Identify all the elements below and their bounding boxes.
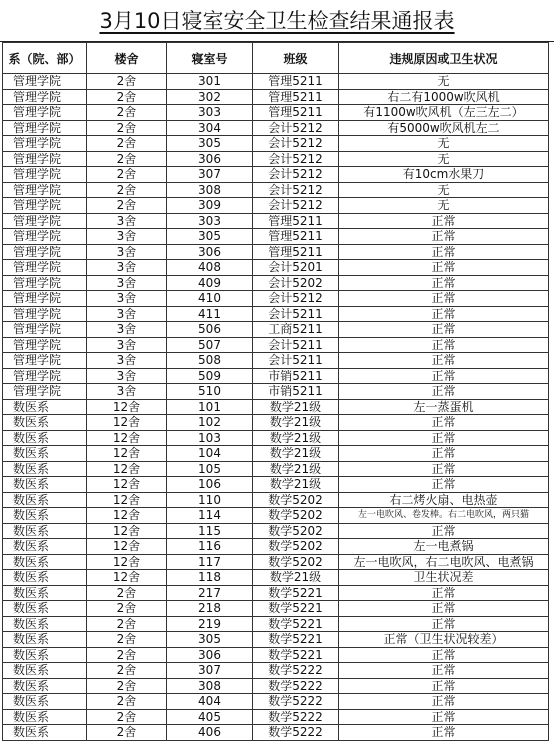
building-cell: 12舍 [87, 477, 167, 493]
building-cell: 2舍 [87, 647, 167, 663]
department-cell: 数医系 [3, 446, 87, 462]
building-cell: 12舍 [87, 554, 167, 570]
department-cell: 管理学院 [3, 151, 87, 167]
department-cell: 管理学院 [3, 306, 87, 322]
status-cell: 正常 [339, 725, 549, 741]
class-cell: 数学5202 [253, 492, 339, 508]
status-cell: 正常 [339, 229, 549, 245]
room-cell: 405 [167, 709, 253, 725]
room-cell: 304 [167, 120, 253, 136]
department-cell: 管理学院 [3, 89, 87, 105]
room-cell: 103 [167, 430, 253, 446]
room-cell: 306 [167, 151, 253, 167]
room-cell: 218 [167, 601, 253, 617]
department-cell: 管理学院 [3, 384, 87, 400]
status-cell: 无 [339, 151, 549, 167]
table-row [3, 663, 549, 679]
status-cell: 正常 [339, 616, 549, 632]
class-cell: 会计5211 [253, 337, 339, 353]
class-cell: 管理5211 [253, 213, 339, 229]
room-cell: 508 [167, 353, 253, 369]
status-cell: 正常 [339, 306, 549, 322]
table-row [3, 477, 549, 493]
class-cell: 管理5211 [253, 74, 339, 90]
table-row [3, 244, 549, 260]
department-cell: 数医系 [3, 477, 87, 493]
table-row [3, 570, 549, 586]
building-cell: 2舍 [87, 709, 167, 725]
class-cell: 数学21级 [253, 570, 339, 586]
department-cell: 数医系 [3, 430, 87, 446]
room-cell: 105 [167, 461, 253, 477]
table-row [3, 306, 549, 322]
department-cell: 数医系 [3, 585, 87, 601]
table-row [3, 492, 549, 508]
header-status: 违规原因或卫生状况 [339, 43, 549, 74]
table-row [3, 368, 549, 384]
table-row [3, 229, 549, 245]
department-cell: 管理学院 [3, 260, 87, 276]
building-cell: 12舍 [87, 508, 167, 524]
table-row [3, 632, 549, 648]
building-cell: 3舍 [87, 337, 167, 353]
room-cell: 102 [167, 415, 253, 431]
status-cell: 有10cm水果刀 [339, 167, 549, 183]
table-body [3, 74, 549, 741]
building-cell: 3舍 [87, 322, 167, 338]
room-cell: 307 [167, 663, 253, 679]
status-cell: 正常 [339, 275, 549, 291]
status-cell: 正常 [339, 647, 549, 663]
table-row [3, 337, 549, 353]
room-cell: 117 [167, 554, 253, 570]
department-cell: 管理学院 [3, 322, 87, 338]
room-cell: 510 [167, 384, 253, 400]
room-cell: 106 [167, 477, 253, 493]
department-cell: 管理学院 [3, 244, 87, 260]
status-cell: 无 [339, 136, 549, 152]
class-cell: 数学5221 [253, 601, 339, 617]
department-cell: 数医系 [3, 570, 87, 586]
class-cell: 数学5221 [253, 632, 339, 648]
room-cell: 509 [167, 368, 253, 384]
room-cell: 409 [167, 275, 253, 291]
class-cell: 数学5202 [253, 523, 339, 539]
building-cell: 2舍 [87, 585, 167, 601]
building-cell: 2舍 [87, 120, 167, 136]
table-row [3, 213, 549, 229]
room-cell: 302 [167, 89, 253, 105]
department-cell: 数医系 [3, 678, 87, 694]
status-cell: 右二有1000w吹风机 [339, 89, 549, 105]
status-cell: 正常 [339, 477, 549, 493]
status-cell: 卫生状况差 [339, 570, 549, 586]
table-row [3, 508, 549, 524]
table-row [3, 725, 549, 741]
department-cell: 管理学院 [3, 120, 87, 136]
building-cell: 12舍 [87, 430, 167, 446]
building-cell: 2舍 [87, 678, 167, 694]
building-cell: 2舍 [87, 601, 167, 617]
building-cell: 2舍 [87, 663, 167, 679]
class-cell: 会计5201 [253, 260, 339, 276]
department-cell: 数医系 [3, 508, 87, 524]
table-row [3, 260, 549, 276]
department-cell: 数医系 [3, 725, 87, 741]
building-cell: 12舍 [87, 415, 167, 431]
room-cell: 301 [167, 74, 253, 90]
class-cell: 数学21级 [253, 399, 339, 415]
table-row [3, 415, 549, 431]
header-room: 寝室号 [167, 43, 253, 74]
class-cell: 数学5222 [253, 694, 339, 710]
table-row [3, 446, 549, 462]
room-cell: 308 [167, 182, 253, 198]
room-cell: 305 [167, 632, 253, 648]
building-cell: 3舍 [87, 306, 167, 322]
room-cell: 507 [167, 337, 253, 353]
class-cell: 数学21级 [253, 446, 339, 462]
room-cell: 506 [167, 322, 253, 338]
building-cell: 2舍 [87, 136, 167, 152]
status-cell: 正常（卫生状况较差） [339, 632, 549, 648]
room-cell: 115 [167, 523, 253, 539]
room-cell: 104 [167, 446, 253, 462]
class-cell: 数学5222 [253, 725, 339, 741]
class-cell: 市销5211 [253, 368, 339, 384]
department-cell: 管理学院 [3, 182, 87, 198]
room-cell: 116 [167, 539, 253, 555]
status-cell: 左一电煮锅 [339, 539, 549, 555]
inspection-table [2, 42, 549, 741]
building-cell: 3舍 [87, 229, 167, 245]
class-cell: 管理5211 [253, 89, 339, 105]
class-cell: 数学21级 [253, 430, 339, 446]
department-cell: 管理学院 [3, 337, 87, 353]
table-row [3, 539, 549, 555]
room-cell: 406 [167, 725, 253, 741]
room-cell: 404 [167, 694, 253, 710]
status-cell: 正常 [339, 446, 549, 462]
class-cell: 会计5211 [253, 353, 339, 369]
status-cell: 左一蒸蛋机 [339, 399, 549, 415]
class-cell: 管理5211 [253, 244, 339, 260]
building-cell: 12舍 [87, 446, 167, 462]
class-cell: 工商5211 [253, 322, 339, 338]
table-row [3, 353, 549, 369]
status-cell: 正常 [339, 678, 549, 694]
class-cell: 市销5211 [253, 384, 339, 400]
status-cell: 正常 [339, 322, 549, 338]
room-cell: 306 [167, 647, 253, 663]
room-cell: 408 [167, 260, 253, 276]
class-cell: 会计5212 [253, 120, 339, 136]
building-cell: 3舍 [87, 213, 167, 229]
table-row [3, 275, 549, 291]
status-cell: 正常 [339, 353, 549, 369]
class-cell: 会计5202 [253, 275, 339, 291]
status-cell: 左一电吹风、卷发棒。右二电吹风，两只猫 [339, 508, 549, 524]
report-title: 3月10日寝室安全卫生检查结果通报表 [0, 0, 554, 42]
room-cell: 303 [167, 213, 253, 229]
building-cell: 2舍 [87, 198, 167, 214]
building-cell: 2舍 [87, 182, 167, 198]
department-cell: 数医系 [3, 492, 87, 508]
department-cell: 数医系 [3, 539, 87, 555]
department-cell: 数医系 [3, 647, 87, 663]
status-cell: 有1100w吹风机（左三左二） [339, 105, 549, 121]
department-cell: 数医系 [3, 632, 87, 648]
building-cell: 3舍 [87, 368, 167, 384]
class-cell: 数学5221 [253, 616, 339, 632]
status-cell: 正常 [339, 415, 549, 431]
class-cell: 会计5212 [253, 182, 339, 198]
building-cell: 12舍 [87, 539, 167, 555]
status-cell: 右二烤火扇、电热壶 [339, 492, 549, 508]
room-cell: 217 [167, 585, 253, 601]
building-cell: 12舍 [87, 461, 167, 477]
department-cell: 数医系 [3, 523, 87, 539]
department-cell: 管理学院 [3, 105, 87, 121]
table-row [3, 616, 549, 632]
status-cell: 无 [339, 182, 549, 198]
building-cell: 3舍 [87, 291, 167, 307]
room-cell: 101 [167, 399, 253, 415]
class-cell: 会计5212 [253, 167, 339, 183]
building-cell: 3舍 [87, 384, 167, 400]
department-cell: 数医系 [3, 709, 87, 725]
table-row [3, 709, 549, 725]
room-cell: 305 [167, 136, 253, 152]
table-row [3, 399, 549, 415]
table-row [3, 105, 549, 121]
department-cell: 数医系 [3, 616, 87, 632]
status-cell: 正常 [339, 663, 549, 679]
status-cell: 正常 [339, 601, 549, 617]
status-cell: 左一电吹风，右二电吹风、电煮锅 [339, 554, 549, 570]
table-row [3, 151, 549, 167]
class-cell: 数学21级 [253, 477, 339, 493]
class-cell: 数学5202 [253, 508, 339, 524]
table-row [3, 291, 549, 307]
class-cell: 数学5222 [253, 663, 339, 679]
building-cell: 2舍 [87, 89, 167, 105]
room-cell: 305 [167, 229, 253, 245]
class-cell: 会计5212 [253, 198, 339, 214]
building-cell: 2舍 [87, 74, 167, 90]
room-cell: 303 [167, 105, 253, 121]
status-cell: 正常 [339, 244, 549, 260]
class-cell: 数学5202 [253, 539, 339, 555]
room-cell: 219 [167, 616, 253, 632]
table-row [3, 601, 549, 617]
department-cell: 数医系 [3, 663, 87, 679]
building-cell: 12舍 [87, 523, 167, 539]
room-cell: 110 [167, 492, 253, 508]
table-row [3, 461, 549, 477]
status-cell: 无 [339, 74, 549, 90]
status-cell: 正常 [339, 260, 549, 276]
room-cell: 410 [167, 291, 253, 307]
building-cell: 2舍 [87, 167, 167, 183]
building-cell: 2舍 [87, 105, 167, 121]
class-cell: 数学5221 [253, 647, 339, 663]
department-cell: 数医系 [3, 554, 87, 570]
class-cell: 会计5212 [253, 136, 339, 152]
department-cell: 管理学院 [3, 213, 87, 229]
table-row [3, 198, 549, 214]
status-cell: 正常 [339, 694, 549, 710]
table-row [3, 384, 549, 400]
building-cell: 3舍 [87, 260, 167, 276]
table-row [3, 322, 549, 338]
class-cell: 数学21级 [253, 415, 339, 431]
status-cell: 无 [339, 198, 549, 214]
department-cell: 数医系 [3, 415, 87, 431]
room-cell: 307 [167, 167, 253, 183]
header-row [3, 43, 549, 74]
department-cell: 数医系 [3, 461, 87, 477]
status-cell: 正常 [339, 368, 549, 384]
department-cell: 管理学院 [3, 229, 87, 245]
department-cell: 管理学院 [3, 198, 87, 214]
header-class: 班级 [253, 43, 339, 74]
department-cell: 数医系 [3, 601, 87, 617]
status-cell: 正常 [339, 523, 549, 539]
class-cell: 数学5222 [253, 709, 339, 725]
department-cell: 数医系 [3, 399, 87, 415]
class-cell: 数学5222 [253, 678, 339, 694]
status-cell: 正常 [339, 585, 549, 601]
department-cell: 管理学院 [3, 353, 87, 369]
status-cell: 有5000w吹风机左二 [339, 120, 549, 136]
class-cell: 数学5202 [253, 554, 339, 570]
building-cell: 3舍 [87, 244, 167, 260]
table-row [3, 136, 549, 152]
department-cell: 管理学院 [3, 136, 87, 152]
table-row [3, 678, 549, 694]
table-row [3, 89, 549, 105]
room-cell: 118 [167, 570, 253, 586]
department-cell: 管理学院 [3, 291, 87, 307]
room-cell: 308 [167, 678, 253, 694]
class-cell: 数学5221 [253, 585, 339, 601]
room-cell: 411 [167, 306, 253, 322]
department-cell: 数医系 [3, 694, 87, 710]
department-cell: 管理学院 [3, 74, 87, 90]
building-cell: 12舍 [87, 399, 167, 415]
class-cell: 会计5212 [253, 151, 339, 167]
table-row [3, 120, 549, 136]
status-cell: 正常 [339, 461, 549, 477]
table-row [3, 523, 549, 539]
room-cell: 306 [167, 244, 253, 260]
department-cell: 管理学院 [3, 167, 87, 183]
table-row [3, 167, 549, 183]
building-cell: 3舍 [87, 275, 167, 291]
building-cell: 2舍 [87, 632, 167, 648]
building-cell: 2舍 [87, 616, 167, 632]
department-cell: 管理学院 [3, 275, 87, 291]
status-cell: 正常 [339, 291, 549, 307]
table-header [3, 43, 549, 74]
table-row [3, 182, 549, 198]
table-row [3, 694, 549, 710]
building-cell: 12舍 [87, 570, 167, 586]
table-row [3, 74, 549, 90]
status-cell: 正常 [339, 430, 549, 446]
building-cell: 12舍 [87, 492, 167, 508]
building-cell: 3舍 [87, 353, 167, 369]
room-cell: 309 [167, 198, 253, 214]
status-cell: 正常 [339, 213, 549, 229]
header-department: 系（院、部） [3, 43, 87, 74]
table-row [3, 554, 549, 570]
department-cell: 管理学院 [3, 368, 87, 384]
status-cell: 正常 [339, 384, 549, 400]
table-row [3, 585, 549, 601]
room-cell: 114 [167, 508, 253, 524]
header-building: 楼舍 [87, 43, 167, 74]
building-cell: 2舍 [87, 694, 167, 710]
class-cell: 管理5211 [253, 105, 339, 121]
table-row [3, 647, 549, 663]
class-cell: 数学21级 [253, 461, 339, 477]
building-cell: 2舍 [87, 151, 167, 167]
table-row [3, 430, 549, 446]
class-cell: 会计5212 [253, 291, 339, 307]
status-cell: 正常 [339, 709, 549, 725]
status-cell: 正常 [339, 337, 549, 353]
building-cell: 2舍 [87, 725, 167, 741]
class-cell: 管理5211 [253, 229, 339, 245]
class-cell: 会计5211 [253, 306, 339, 322]
